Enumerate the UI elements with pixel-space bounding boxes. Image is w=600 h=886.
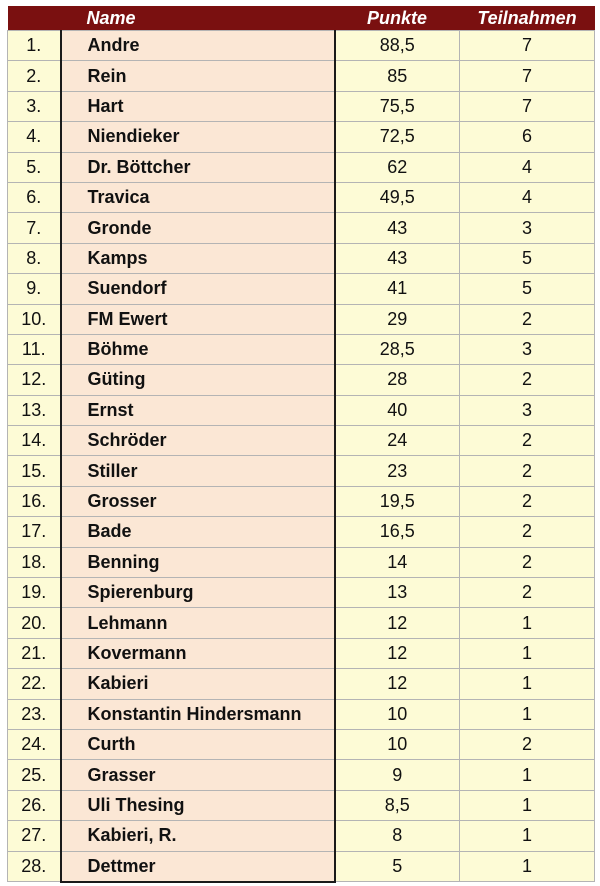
points-cell: 13 xyxy=(335,578,460,608)
table-row xyxy=(8,426,595,456)
table-row xyxy=(8,578,595,608)
participations-cell: 2 xyxy=(460,729,595,759)
participations-cell: 1 xyxy=(460,669,595,699)
participations-cell: 5 xyxy=(460,274,595,304)
name-cell: Andre xyxy=(61,31,335,61)
table-row xyxy=(8,243,595,273)
rank-cell: 5. xyxy=(8,152,61,182)
name-cell: Kabieri xyxy=(61,669,335,699)
points-cell: 24 xyxy=(335,426,460,456)
table-row xyxy=(8,456,595,486)
rank-cell: 10. xyxy=(8,304,61,334)
rank-cell: 7. xyxy=(8,213,61,243)
rank-cell: 3. xyxy=(8,91,61,121)
participations-cell: 2 xyxy=(460,304,595,334)
table-row xyxy=(8,274,595,304)
rank-cell: 9. xyxy=(8,274,61,304)
rank-cell: 1. xyxy=(8,31,61,61)
points-cell: 28,5 xyxy=(335,334,460,364)
table-row xyxy=(8,821,595,851)
rank-cell: 16. xyxy=(8,486,61,516)
header-participations: Teilnahmen xyxy=(477,8,577,28)
participations-cell: 1 xyxy=(460,699,595,729)
name-cell: Rein xyxy=(61,61,335,91)
participations-cell: 2 xyxy=(460,547,595,577)
rank-cell: 24. xyxy=(8,729,61,759)
table-row xyxy=(8,61,595,91)
points-cell: 40 xyxy=(335,395,460,425)
rank-cell: 17. xyxy=(8,517,61,547)
header-name: Name xyxy=(86,8,136,28)
name-cell: Dr. Böttcher xyxy=(61,152,335,182)
participations-cell: 4 xyxy=(460,182,595,212)
name-cell: Dettmer xyxy=(61,851,335,882)
header-row xyxy=(8,6,595,31)
table-body xyxy=(8,31,595,882)
points-cell: 29 xyxy=(335,304,460,334)
rank-cell: 28. xyxy=(8,851,61,882)
name-cell: Konstantin Hindersmann xyxy=(61,699,335,729)
table-row xyxy=(8,517,595,547)
points-cell: 9 xyxy=(335,760,460,790)
name-cell: Grasser xyxy=(61,760,335,790)
table-row xyxy=(8,334,595,364)
table-row xyxy=(8,669,595,699)
name-cell: Curth xyxy=(61,729,335,759)
table-row xyxy=(8,729,595,759)
rank-cell: 21. xyxy=(8,638,61,668)
points-cell: 62 xyxy=(335,152,460,182)
rank-cell: 19. xyxy=(8,578,61,608)
table-row xyxy=(8,486,595,516)
points-cell: 12 xyxy=(335,669,460,699)
table-row xyxy=(8,760,595,790)
points-cell: 10 xyxy=(335,729,460,759)
header-rank xyxy=(8,6,61,31)
rank-cell: 12. xyxy=(8,365,61,395)
name-cell: Stiller xyxy=(61,456,335,486)
participations-cell: 2 xyxy=(460,456,595,486)
rank-cell: 2. xyxy=(8,61,61,91)
rank-cell: 11. xyxy=(8,334,61,364)
table-row xyxy=(8,699,595,729)
rank-cell: 4. xyxy=(8,122,61,152)
points-cell: 10 xyxy=(335,699,460,729)
participations-cell: 6 xyxy=(460,122,595,152)
name-cell: FM Ewert xyxy=(61,304,335,334)
participations-cell: 5 xyxy=(460,243,595,273)
rank-cell: 22. xyxy=(8,669,61,699)
ranking-table xyxy=(7,6,595,883)
participations-cell: 3 xyxy=(460,334,595,364)
participations-cell: 1 xyxy=(460,638,595,668)
name-cell: Ernst xyxy=(61,395,335,425)
name-cell: Travica xyxy=(61,182,335,212)
name-cell: Kabieri, R. xyxy=(61,821,335,851)
name-cell: Spierenburg xyxy=(61,578,335,608)
table-row xyxy=(8,395,595,425)
rank-cell: 6. xyxy=(8,182,61,212)
points-cell: 14 xyxy=(335,547,460,577)
ranking-sheet xyxy=(7,6,594,883)
rank-cell: 27. xyxy=(8,821,61,851)
rank-cell: 26. xyxy=(8,790,61,820)
participations-cell: 1 xyxy=(460,851,595,882)
name-cell: Hart xyxy=(61,91,335,121)
points-cell: 41 xyxy=(335,274,460,304)
points-cell: 12 xyxy=(335,608,460,638)
points-cell: 23 xyxy=(335,456,460,486)
participations-cell: 3 xyxy=(460,213,595,243)
participations-cell: 4 xyxy=(460,152,595,182)
points-cell: 8,5 xyxy=(335,790,460,820)
participations-cell: 2 xyxy=(460,578,595,608)
points-cell: 43 xyxy=(335,213,460,243)
table-row xyxy=(8,31,595,61)
points-cell: 88,5 xyxy=(335,31,460,61)
participations-cell: 1 xyxy=(460,608,595,638)
name-cell: Suendorf xyxy=(61,274,335,304)
points-cell: 28 xyxy=(335,365,460,395)
name-cell: Grosser xyxy=(61,486,335,516)
table-row xyxy=(8,91,595,121)
rank-cell: 25. xyxy=(8,760,61,790)
participations-cell: 2 xyxy=(460,365,595,395)
table-row xyxy=(8,638,595,668)
participations-cell: 1 xyxy=(460,821,595,851)
name-cell: Güting xyxy=(61,365,335,395)
points-cell: 5 xyxy=(335,851,460,882)
points-cell: 12 xyxy=(335,638,460,668)
rank-cell: 15. xyxy=(8,456,61,486)
points-cell: 85 xyxy=(335,61,460,91)
table-row xyxy=(8,608,595,638)
participations-cell: 7 xyxy=(460,91,595,121)
participations-cell: 3 xyxy=(460,395,595,425)
rank-cell: 14. xyxy=(8,426,61,456)
points-cell: 72,5 xyxy=(335,122,460,152)
points-cell: 16,5 xyxy=(335,517,460,547)
participations-cell: 1 xyxy=(460,790,595,820)
name-cell: Bade xyxy=(61,517,335,547)
name-cell: Gronde xyxy=(61,213,335,243)
name-cell: Lehmann xyxy=(61,608,335,638)
name-cell: Niendieker xyxy=(61,122,335,152)
table-row xyxy=(8,790,595,820)
table-row xyxy=(8,182,595,212)
points-cell: 75,5 xyxy=(335,91,460,121)
rank-cell: 8. xyxy=(8,243,61,273)
participations-cell: 1 xyxy=(460,760,595,790)
participations-cell: 2 xyxy=(460,426,595,456)
name-cell: Uli Thesing xyxy=(61,790,335,820)
header-points: Punkte xyxy=(366,8,427,28)
name-cell: Schröder xyxy=(61,426,335,456)
points-cell: 49,5 xyxy=(335,182,460,212)
table-row xyxy=(8,547,595,577)
table-header xyxy=(8,6,595,31)
name-cell: Kamps xyxy=(61,243,335,273)
table-row xyxy=(8,851,595,882)
table-row xyxy=(8,213,595,243)
rank-cell: 23. xyxy=(8,699,61,729)
participations-cell: 7 xyxy=(460,31,595,61)
table-row xyxy=(8,122,595,152)
name-cell: Kovermann xyxy=(61,638,335,668)
points-cell: 19,5 xyxy=(335,486,460,516)
table-row xyxy=(8,365,595,395)
points-cell: 43 xyxy=(335,243,460,273)
name-cell: Böhme xyxy=(61,334,335,364)
participations-cell: 2 xyxy=(460,517,595,547)
table-row xyxy=(8,152,595,182)
points-cell: 8 xyxy=(335,821,460,851)
table-row xyxy=(8,304,595,334)
name-cell: Benning xyxy=(61,547,335,577)
participations-cell: 2 xyxy=(460,486,595,516)
participations-cell: 7 xyxy=(460,61,595,91)
rank-cell: 18. xyxy=(8,547,61,577)
rank-cell: 20. xyxy=(8,608,61,638)
rank-cell: 13. xyxy=(8,395,61,425)
